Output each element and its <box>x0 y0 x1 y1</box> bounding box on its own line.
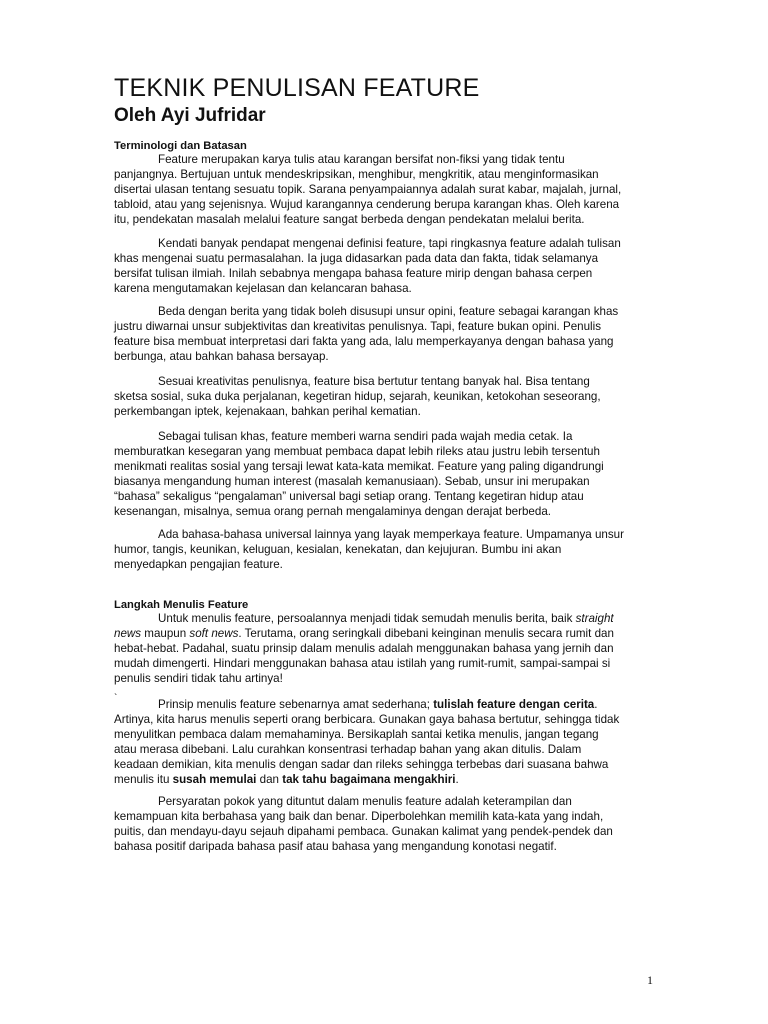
paragraph-line: humor, tangis, keunikan, keluguan, kesialan, kenekatan, dan kejujuran. Bumbu ini akan <box>114 543 562 556</box>
paragraph <box>114 697 659 787</box>
stray-mark: ` <box>114 693 118 704</box>
paragraph-line: sketsa sosial, suka duka perjalanan, kegetiran hidup, sejarah, keunikan, ketokohan seseorang, <box>114 390 601 403</box>
paragraph-line: bahasa positif daripada bahasa pasif atau bahasa yang mengandung konotasi negatif. <box>114 840 557 853</box>
paragraph-line: menyedapkan pengajian feature. <box>114 558 283 571</box>
paragraph-line: puitis, dan mendayu-dayu sejauh dipahami pembaca. Gunakan kalimat yang pendek-pendek dan <box>114 825 613 838</box>
paragraph-line: Kendati banyak pendapat mengenai definisi feature, tapi ringkasnya feature adalah tulisan <box>158 237 621 250</box>
bold-phrase: susah memulai <box>172 773 257 786</box>
paragraph-line: karena mengutamakan kejelasan dan kelancaran bahasa. <box>114 282 412 295</box>
paragraph-line: “bahasa” sekaligus “pengalaman” universal bagi setiap orang. Tentang kegetiran hidup atau <box>114 490 584 503</box>
section-heading-langkah: Langkah Menulis Feature <box>114 599 249 611</box>
text: dan <box>256 773 283 786</box>
section-heading-terminologi: Terminologi dan Batasan <box>114 140 247 152</box>
italic-term: news <box>114 627 142 640</box>
paragraph-line: Persyaratan pokok yang dituntut dalam menulis feature adalah keterampilan dan <box>158 795 572 808</box>
page-number: 1 <box>647 973 653 987</box>
paragraph-line <box>114 697 659 712</box>
paragraph-line: tabloid, atau yang sejenisnya. Wujud karangannya cenderung berupa karangan khas. Oleh karena <box>114 198 620 211</box>
text: Untuk menulis feature, persoalannya menjadi tidak semudah menulis berita, baik <box>158 612 576 625</box>
paragraph-line: kesenangan, misalnya, semua orang pernah mengalaminya dengan derajat berbeda. <box>114 505 551 518</box>
paragraph-line: itu, pendekatan masalah melalui feature sangat berbeda dengan pendekatan melalui berita. <box>114 213 585 226</box>
paragraph <box>114 794 659 854</box>
paragraph-line: keadaan demikian, kita menulis dengan sadar dan rileks sehingga terbebas dari suasana bahwa <box>114 758 609 771</box>
paragraph-line: perkembangan iptek, kejenakaan, bahkan perihal kematian. <box>114 405 421 418</box>
paragraph-line: feature bisa membuat interpretasi dari fakta yang ada, lalu memperkayanya dengan bahasa yang <box>114 335 614 348</box>
paragraph-line: Artinya, kita harus menulis seperti orang berbicara. Gunakan gaya bahasa bertutur, sehingga tidak <box>114 713 620 726</box>
paragraph-line <box>114 772 659 787</box>
paragraph-line: Sebagai tulisan khas, feature memberi warna sendiri pada wajah media cetak. Ia <box>158 430 573 443</box>
bold-phrase: tak tahu bagaimana mengakhiri <box>282 773 456 786</box>
paragraph <box>114 374 659 419</box>
paragraph-line: mudah dimengerti. Hindari menggunakan bahasa atau istilah yang rumit-rumit, sampai-sampai si <box>114 657 611 670</box>
paragraph <box>114 527 659 572</box>
document-author: Oleh Ayi Jufridar <box>114 105 266 126</box>
paragraph-line: biasanya mengandung human interest (masalah kemanusiaan). Sebab, unsur ini merupakan <box>114 475 590 488</box>
paragraph <box>114 152 659 227</box>
text: Prinsip menulis feature sebenarnya amat sederhana; <box>158 698 434 711</box>
paragraph-line <box>114 626 659 641</box>
italic-term: straight <box>575 612 614 625</box>
text: . <box>594 698 598 711</box>
italic-term: soft news <box>189 627 239 640</box>
paragraph-line: kemampuan kita berbahasa yang baik dan benar. Diperbolehkan memilih kata-kata yang indah, <box>114 810 604 823</box>
paragraph-line: Feature merupakan karya tulis atau karangan bersifat non-fiksi yang tidak tentu <box>158 153 565 166</box>
paragraph-line: hebat-hebat. Padahal, suatu prinsip dalam menulis adalah menggunakan bahasa yang jernih dan <box>114 642 614 655</box>
paragraph-line: disertai ulasan tentang sesuatu topik. Sarana penyampaiannya adalah surat kabar, majalah, jurnal, <box>114 183 622 196</box>
paragraph-line: Ada bahasa-bahasa universal lainnya yang layak memperkaya feature. Umpamanya unsur <box>158 528 624 541</box>
paragraph-line: menikmati realitas sosial yang tersaji lewat kata-kata memikat. Feature yang paling digandrungi <box>114 460 604 473</box>
paragraph-line: Sesuai kreativitas penulisnya, feature bisa bertutur tentang banyak hal. Bisa tentang <box>158 375 590 388</box>
bold-phrase: tulislah feature dengan cerita <box>433 698 595 711</box>
paragraph-line: memburatkan kesegaran yang membuat pembaca dapat lebih rileks atau justru lebih tersentuh <box>114 445 600 458</box>
paragraph <box>114 429 659 519</box>
paragraph-line: khas mengenai suatu permasalahan. Ia juga didasarkan pada data dan fakta, tidak selamanya <box>114 252 599 265</box>
paragraph-line: menyulitkan pembaca dalam memahaminya. Bersikaplah santai ketika menulis, jangan tegang <box>114 728 599 741</box>
paragraph <box>114 611 659 686</box>
text: menulis itu <box>114 773 173 786</box>
paragraph <box>114 304 659 364</box>
paragraph-line: panjangnya. Bertujuan untuk mendeskripsikan, menghibur, mengkritik, atau menginformasikan <box>114 168 599 181</box>
paragraph-line: penulis sendiri tidak tahu artinya! <box>114 672 283 685</box>
text: . Terutama, orang seringkali dibebani keinginan menulis secara rumit dan <box>238 627 614 640</box>
paragraph-line: bersifat tulisan ilmiah. Inilah sebabnya mengapa bahasa feature mirip dengan bahasa cerpen <box>114 267 593 280</box>
text: . <box>455 773 459 786</box>
paragraph-line: justru diwarnai unsur subjektivitas dan kreativitas penulisnya. Tapi, feature bukan opini. Penulis <box>114 320 601 333</box>
paragraph-line: Beda dengan berita yang tidak boleh disusupi unsur opini, feature sebagai karangan khas <box>158 305 619 318</box>
text: maupun <box>141 627 190 640</box>
paragraph-line <box>114 611 659 626</box>
paragraph-line: atau merasa dibebani. Lalu curahkan konsentrasi terhadap bahan yang akan ditulis. Dalam <box>114 743 582 756</box>
paragraph <box>114 236 659 296</box>
document-title: TEKNIK PENULISAN FEATURE <box>114 74 480 102</box>
paragraph-line: berbunga, atau bahkan bahasa bersayap. <box>114 350 329 363</box>
